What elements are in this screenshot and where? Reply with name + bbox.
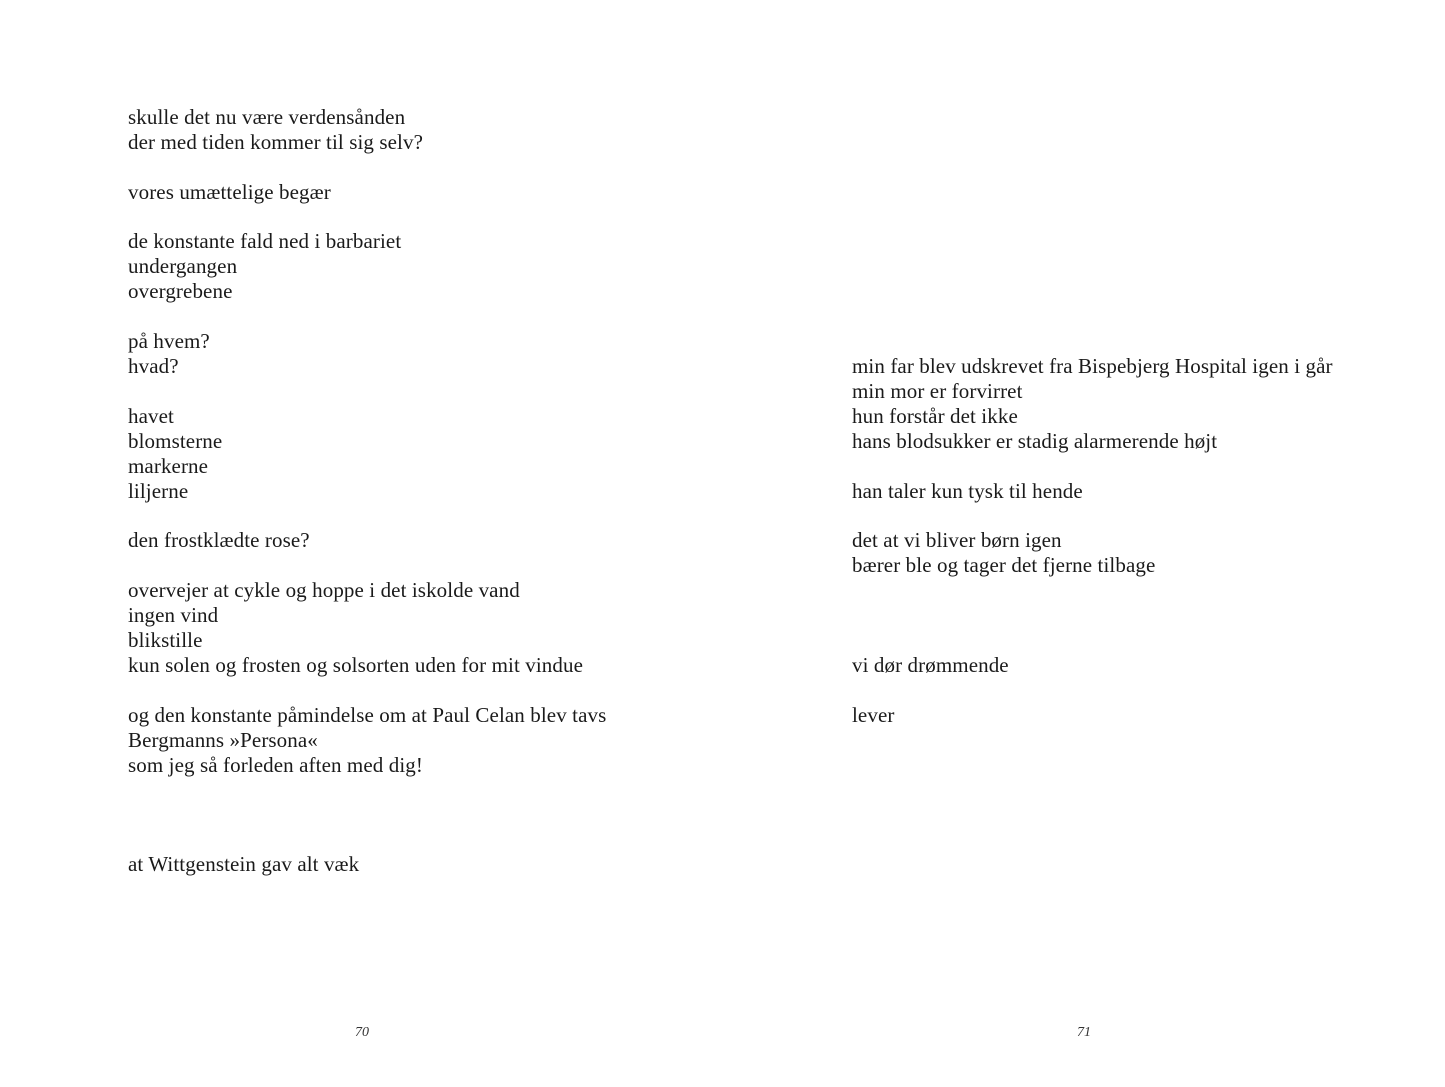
poem-line: der med tiden kommer til sig selv? <box>128 130 424 154</box>
poem-line: vores umættelige begær <box>128 180 331 204</box>
poem-line: ingen vind <box>128 603 219 627</box>
poem-line: havet <box>128 404 174 428</box>
page-number: 71 <box>1077 1025 1091 1040</box>
poem-line: kun solen og frosten og solsorten uden for mit vindue <box>128 653 583 677</box>
poem-line: blomsterne <box>128 429 223 453</box>
poem-line: som jeg så forleden aften med dig! <box>128 753 423 777</box>
right-page <box>722 0 1445 1087</box>
poem-line: Bergmanns »Persona« <box>128 728 318 752</box>
poem-line: hun forstår det ikke <box>852 404 1018 428</box>
poem-line: liljerne <box>128 479 189 503</box>
poem-line: overgrebene <box>128 279 233 303</box>
poem-line: undergangen <box>128 254 238 278</box>
poem-line: markerne <box>128 454 209 478</box>
left-page <box>0 0 722 1087</box>
poem-line: overvejer at cykle og hoppe i det iskolde vand <box>128 578 520 602</box>
poem-line: blikstille <box>128 628 203 652</box>
poem-line: bærer ble og tager det fjerne tilbage <box>852 553 1156 577</box>
poem-line: lever <box>852 703 895 727</box>
poem-line: skulle det nu være verdensånden <box>128 105 406 129</box>
poem-line: hvad? <box>128 354 179 378</box>
poem-line: vi dør drømmende <box>852 653 1009 677</box>
poem-line: det at vi bliver børn igen <box>852 528 1062 552</box>
poem-line: de konstante fald ned i barbariet <box>128 229 402 253</box>
page-number: 70 <box>355 1025 369 1040</box>
poem-line: min far blev udskrevet fra Bispebjerg Hospital igen i går <box>852 354 1333 378</box>
poem-line: den frostklædte rose? <box>128 528 310 552</box>
poem-line: min mor er forvirret <box>852 379 1023 403</box>
poem-line: på hvem? <box>128 329 210 353</box>
poem-line: at Wittgenstein gav alt væk <box>128 852 360 876</box>
poem-line: hans blodsukker er stadig alarmerende højt <box>852 429 1218 453</box>
poem-line: og den konstante påmindelse om at Paul Celan blev tavs <box>128 703 607 727</box>
poem-line: han taler kun tysk til hende <box>852 479 1083 503</box>
